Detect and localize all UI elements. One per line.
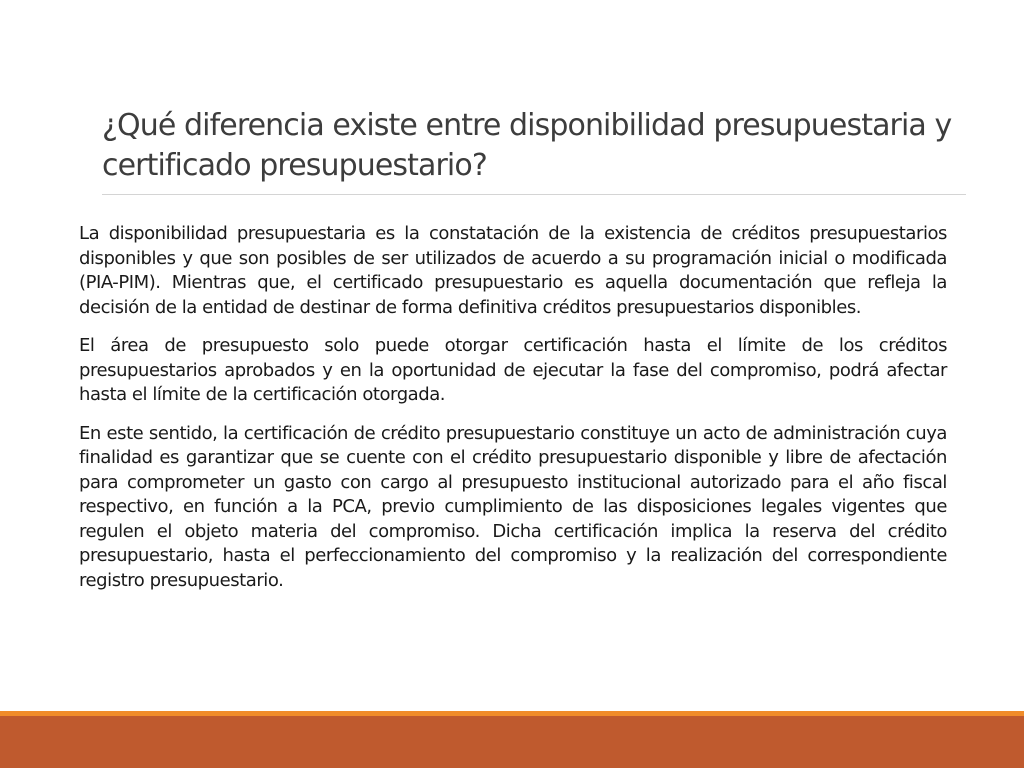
slide-title: ¿Qué diferencia existe entre disponibilidad presupuestaria y certificado presupuestario? [102,108,952,183]
footer-bar [0,716,1024,768]
slide-body [79,222,947,607]
paragraph-disponibilidad: La disponibilidad presupuestaria es la constatación de la existencia de créditos presupuestarios disponibles y que son posibles de ser utilizados de acuerdo a su programación inicial o modificada (PIA-PIM). Mientras que, el certificado presupuestario es aquella documentación que refleja la decisión de la entidad de destinar de forma definitiva créditos presupuestarios disponibles. [79,223,947,318]
paragraph-certificacion: En este sentido, la certificación de crédito presupuestario constituye un acto de administración cuya finalidad es garantizar que se cuente con el crédito presupuestario disponible y libre de afectación para comprometer un gasto con cargo al presupuesto institucional autorizado para el año fiscal respectivo, en función a la PCA, previo cumplimiento de las disposiciones legales vigentes que regulen el objeto materia del compromiso. Dicha certificación implica la reserva del crédito presupuestario, hasta el perfeccionamiento del compromiso y la realización del correspondiente registro presupuestario. [79,422,947,591]
title-divider [102,194,966,195]
paragraph-area-presupuesto: El área de presupuesto solo puede otorgar certificación hasta el límite de los créditos presupuestarios aprobados y en la oportunidad de ejecutar la fase del compromiso, podrá afectar hasta el límite de la certificación otorgada. [79,335,947,405]
